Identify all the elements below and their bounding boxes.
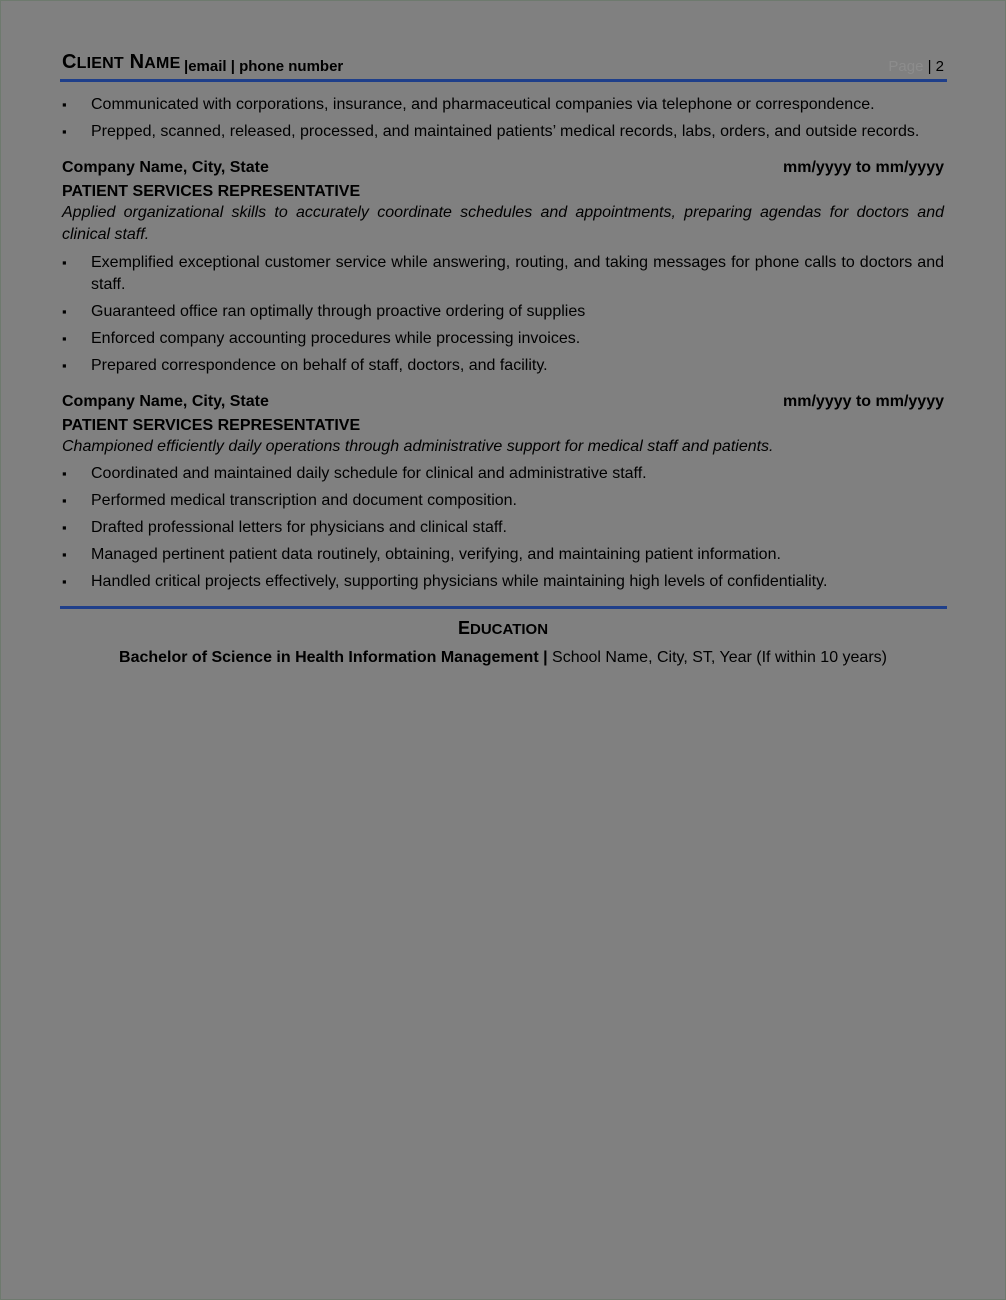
job-dates: mm/yyyy to mm/yyyy [783,159,944,176]
job-bullet-list [62,252,944,382]
education-separator: | [538,649,553,666]
list-item: ▪ Exemplified exceptional customer service while answering, routing, and taking messages for phone calls to doctors and staff. [62,252,944,295]
job-summary: Applied organizational skills to accurately coordinate schedules and appointments, preparing agendas for doctors and clinical staff. [62,204,944,243]
job-summary: Championed efficiently daily operations through administrative support for medical staff and patients. [62,438,774,455]
education-heading-initial: E [457,618,470,638]
list-item: ▪ Drafted professional letters for physicians and clinical staff. [62,517,944,539]
client-name-initial: C [62,51,77,73]
list-item: ▪ Prepared correspondence on behalf of staff, doctors, and facility. [62,355,944,377]
degree: Bachelor of Science in Health Information Management [119,649,539,666]
page-separator: | [923,58,936,75]
company-name: Company Name, City, State [62,159,269,176]
education-heading [0,618,1006,639]
education-divider [60,606,947,609]
job-entry [62,159,944,246]
job-heading-row [62,393,944,415]
contact-info: |email | phone number [184,58,344,75]
school-details: School Name, City, ST, Year (If within 10 years) [552,649,887,666]
company-name: Company Name, City, State [62,393,269,410]
job-heading-row [62,159,944,181]
client-name [62,51,180,74]
list-item: ▪ Communicated with corporations, insurance, and pharmaceutical companies via telephone or correspondence. [62,94,944,116]
client-last-initial: N [129,51,145,73]
page-number [888,58,944,75]
list-item: ▪ Managed pertinent patient data routinely, obtaining, verifying, and maintaining patient information. [62,544,944,566]
education-entry [0,649,1006,667]
list-item: ▪ Prepped, scanned, released, processed, and maintained patients’ medical records, labs, orders, and outside records. [62,121,944,143]
list-item: ▪ Handled critical projects effectively, supporting physicians while maintaining high levels of confidentiality. [62,571,944,593]
list-item: ▪ Coordinated and maintained daily schedule for clinical and administrative staff. [62,463,944,485]
list-item: ▪ Guaranteed office ran optimally through proactive ordering of supplies [62,301,944,323]
page-number-value: 2 [935,58,944,75]
job-title: PATIENT SERVICES REPRESENTATIVE [62,183,361,200]
continued-bullet-list [62,94,944,148]
page-label: Page [888,58,924,75]
job-title: PATIENT SERVICES REPRESENTATIVE [62,417,361,434]
list-item: ▪ Enforced company accounting procedures while processing invoices. [62,328,944,350]
education-heading-rest: DUCATION [469,621,549,638]
list-item: ▪ Performed medical transcription and document composition. [62,490,944,512]
job-dates: mm/yyyy to mm/yyyy [783,393,944,410]
client-name-rest: LIENT [76,55,124,72]
job-entry [62,393,944,458]
client-last-rest: AME [144,55,181,72]
header-divider [60,79,947,82]
job-bullet-list [62,463,944,598]
resume-header [62,50,946,80]
